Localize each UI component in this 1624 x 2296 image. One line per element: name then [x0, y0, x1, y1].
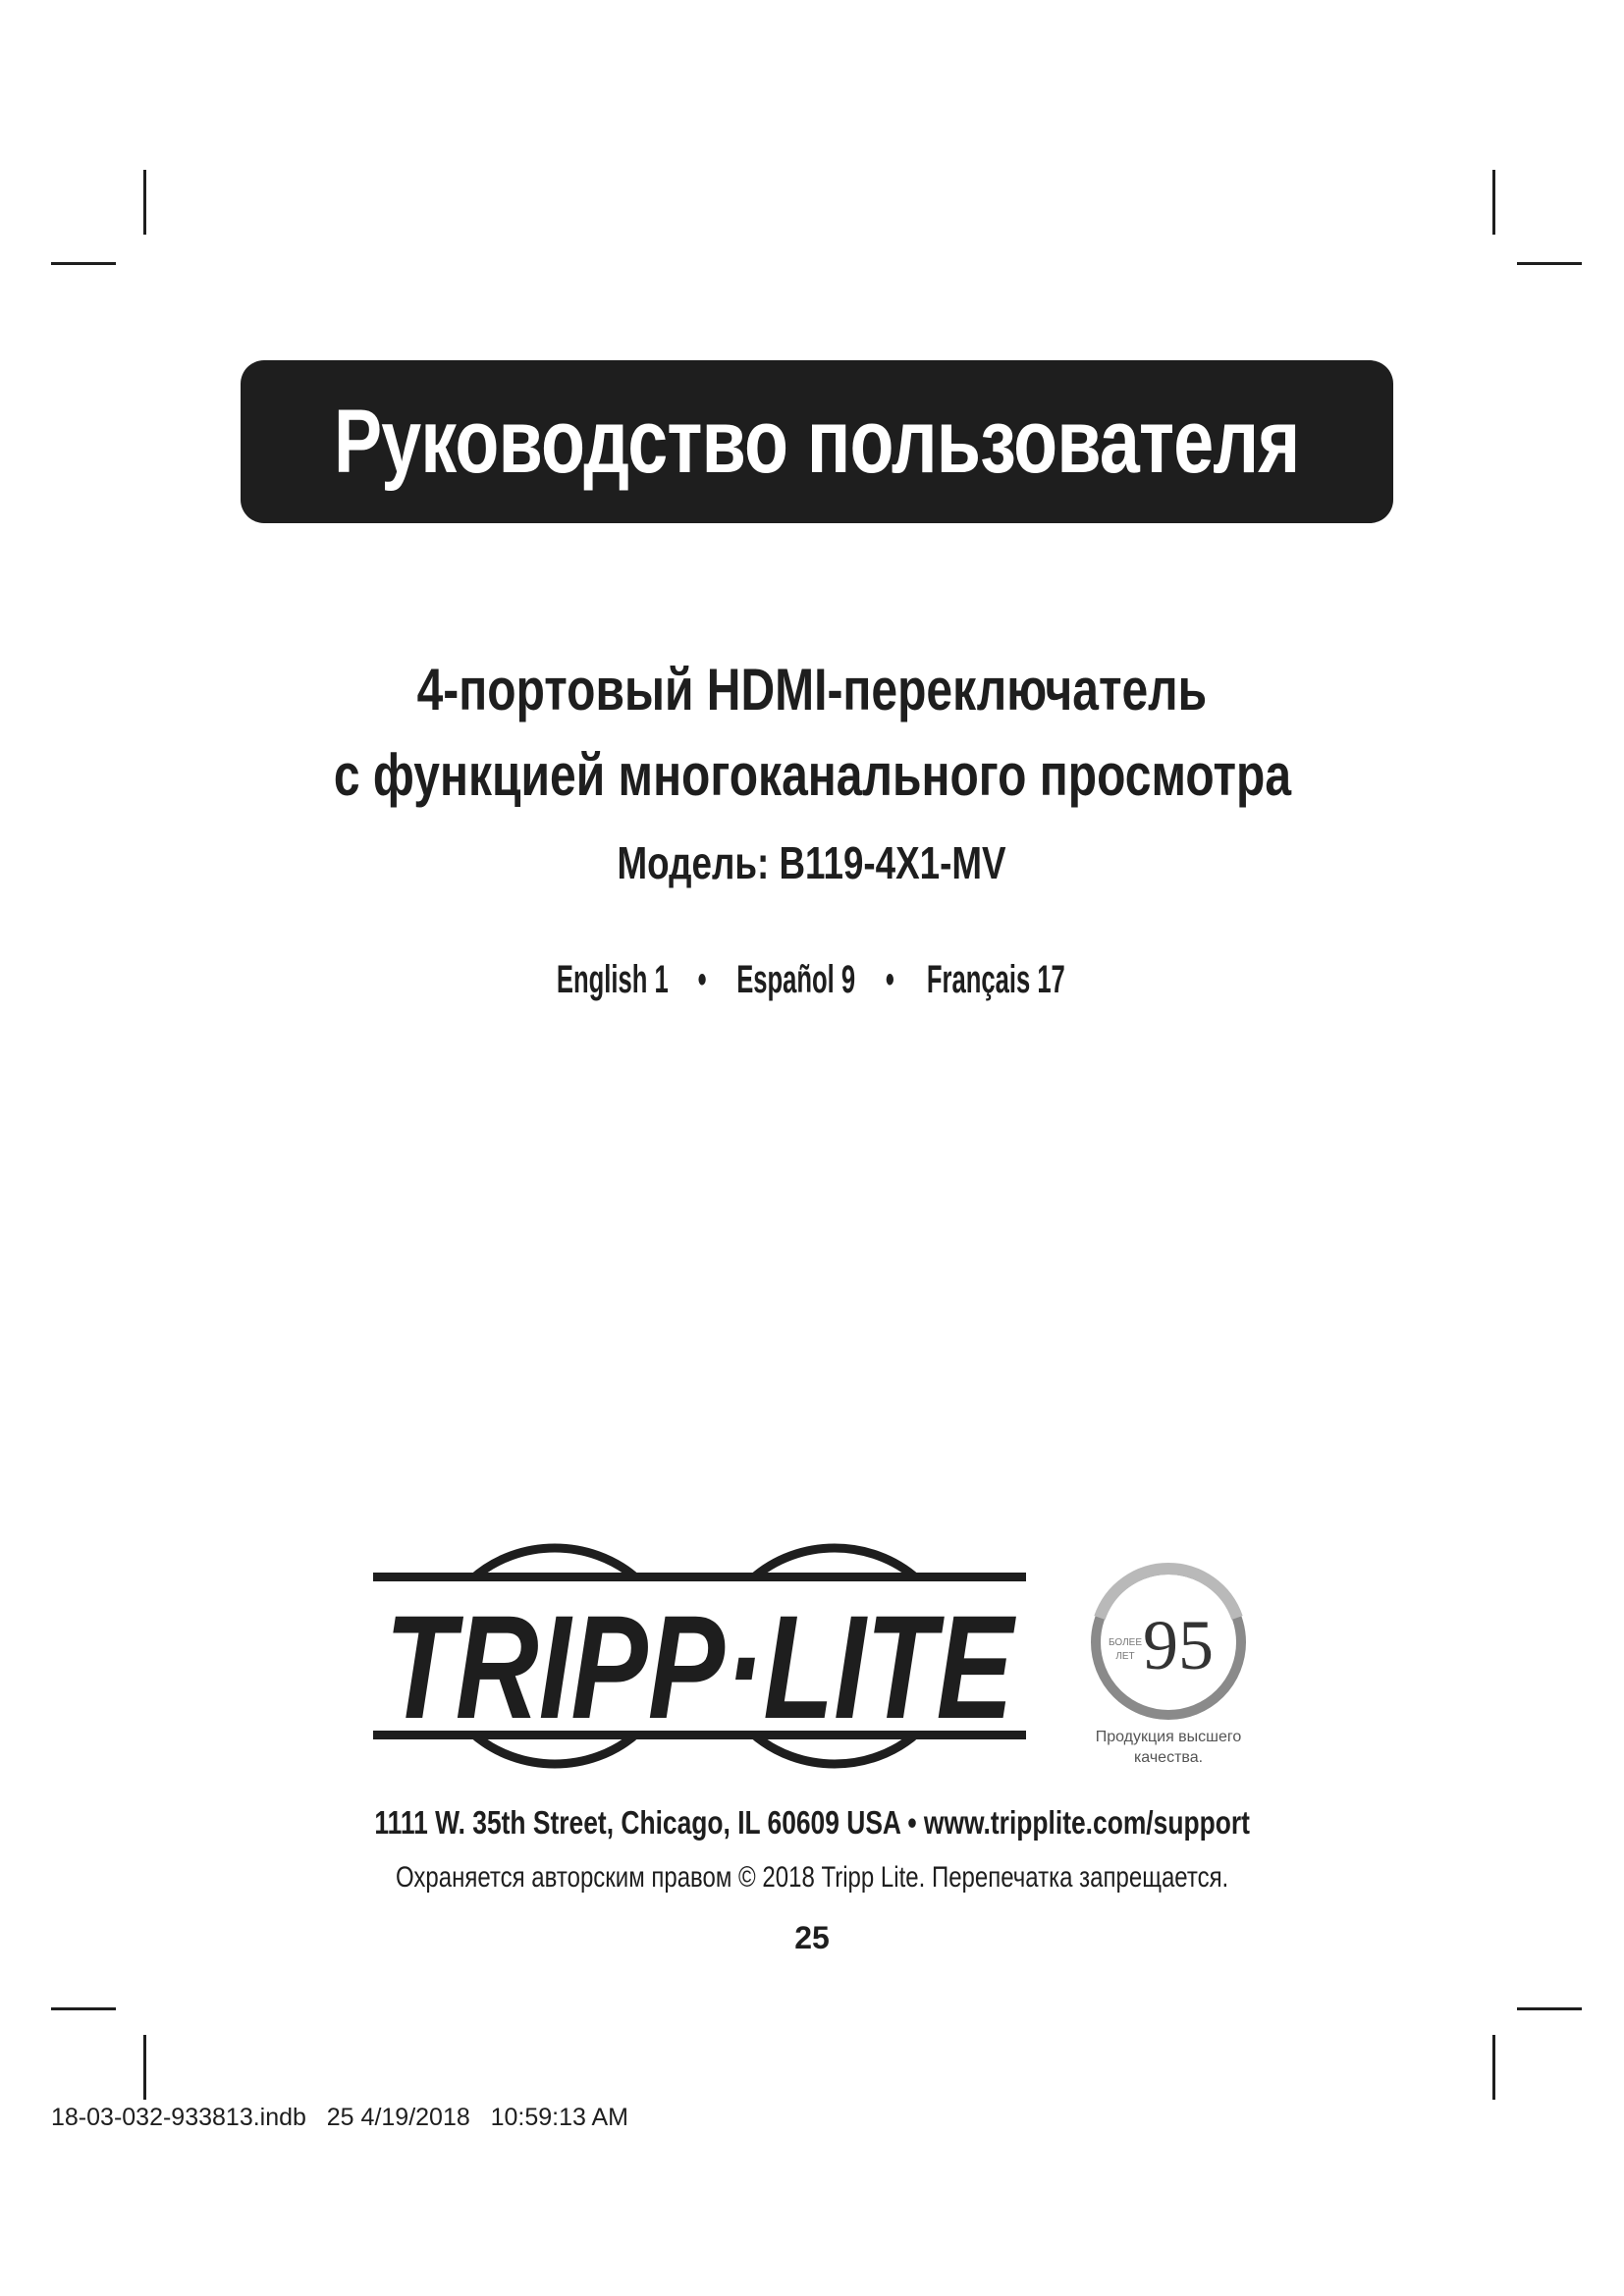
crop-mark-top-right-vertical [1492, 170, 1495, 235]
page-title: Руководство пользователя [334, 391, 1300, 492]
crop-mark-top-left-horizontal [51, 262, 116, 265]
crop-mark-bottom-right-horizontal [1517, 2007, 1582, 2010]
svg-text:БОЛЕЕ: БОЛЕЕ [1108, 1637, 1143, 1648]
product-name-line-2: с функцией многоканального просмотра [333, 742, 1291, 808]
language-entry-french: Français 17 [926, 958, 1065, 1001]
product-name-line-1: 4-портовый HDMI-переключатель [416, 657, 1208, 722]
seal-caption: Продукция высшего качества. [1095, 1729, 1242, 1766]
svg-text:TRIPP·LITE: TRIPP·LITE [385, 1584, 1017, 1749]
language-index [0, 958, 1624, 1002]
tripp-lite-logo [373, 1543, 1026, 1769]
95-years-seal [1080, 1559, 1257, 1726]
separator-dot: • [696, 958, 706, 1001]
title-banner [241, 360, 1393, 523]
copyright-notice: Охраняется авторским правом © 2018 Tripp Lite. Перепечатка запрещается. [395, 1861, 1229, 1894]
language-entry-english: English 1 [556, 958, 669, 1001]
svg-text:ЛЕТ: ЛЕТ [1115, 1651, 1135, 1662]
printer-slug: 18-03-032-933813.indb 25 4/19/2018 10:59:13 AM [51, 2104, 628, 2131]
crop-mark-bottom-left-horizontal [51, 2007, 116, 2010]
language-entry-spanish: Español 9 [735, 958, 855, 1001]
crop-mark-bottom-right-vertical [1492, 2035, 1495, 2100]
page-number: 25 [794, 1920, 830, 1955]
model-number: Модель: B119-4X1-MV [617, 837, 1007, 888]
crop-mark-bottom-left-vertical [143, 2035, 146, 2100]
svg-text:95: 95 [1143, 1606, 1214, 1684]
crop-mark-top-left-vertical [143, 170, 146, 235]
crop-mark-top-right-horizontal [1517, 262, 1582, 265]
company-address: 1111 W. 35th Street, Chicago, IL 60609 USA • www.tripplite.com/support [374, 1804, 1250, 1841]
separator-dot: • [885, 958, 894, 1001]
